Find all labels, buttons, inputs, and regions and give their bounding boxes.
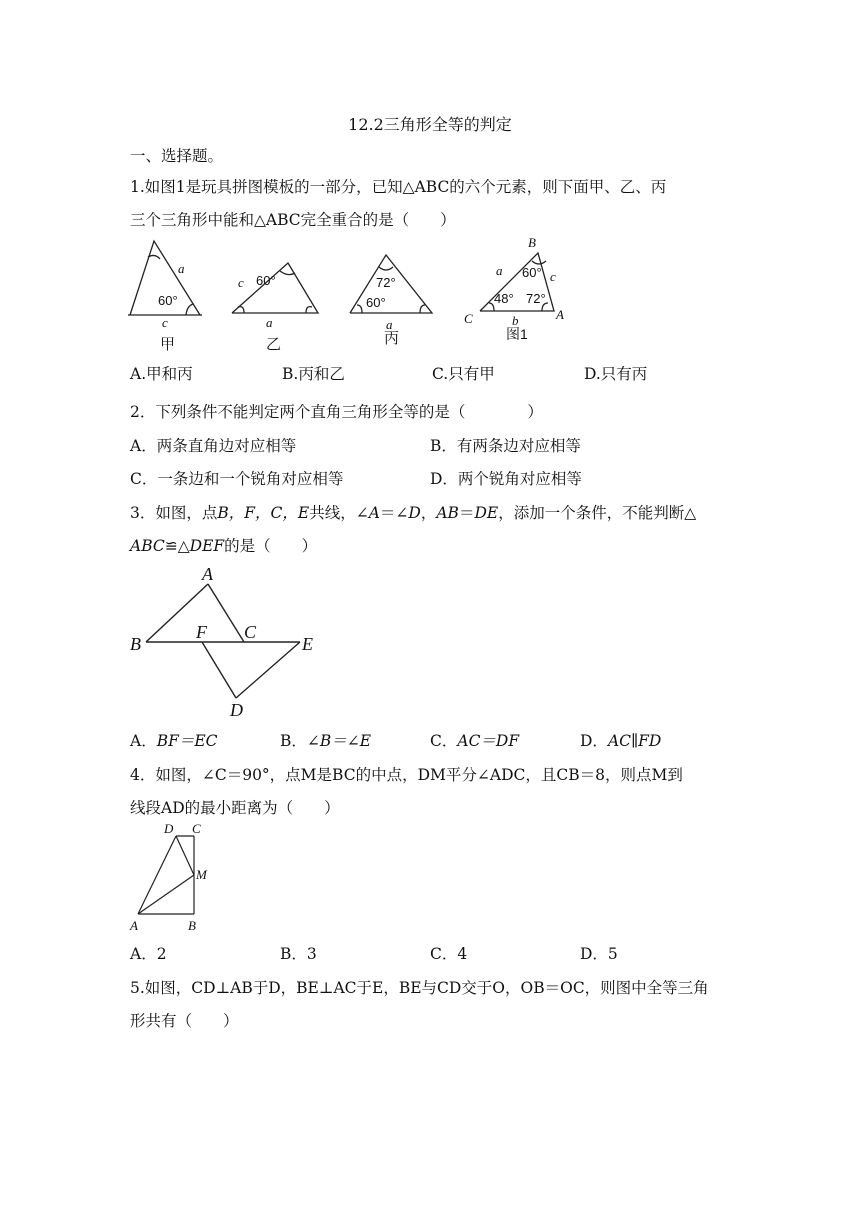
fig1-side-c: c [550, 269, 556, 284]
fig1-angle-A: 72° [526, 291, 546, 306]
q3-option-b[interactable]: B．∠B＝∠E [280, 732, 372, 750]
q3-label-D: D [230, 700, 243, 720]
page-title: 12.2三角形全等的判定 [348, 115, 512, 134]
q2-option-a[interactable]: A．两条直角边对应相等 [130, 437, 297, 455]
q3-option-a[interactable]: A．BF＝EC [130, 732, 218, 750]
q3-stem-line1: 3．如图，点B，F，C，E共线，∠A＝∠D，AB＝DE，添加一个条件，不能判断△ [130, 504, 697, 522]
q3-label-F: F [196, 622, 207, 642]
jia-side-c: c [162, 315, 168, 330]
q3-label-A: A [202, 564, 213, 584]
bing-angle1: 72° [376, 275, 396, 290]
yi-side-a: a [266, 315, 273, 330]
q4-option-d[interactable]: D．5 [580, 945, 618, 963]
q3-option-d[interactable]: D．AC∥FD [580, 732, 662, 750]
q4-option-c[interactable]: C．4 [430, 945, 468, 963]
q2-option-b[interactable]: B．有两条边对应相等 [430, 437, 581, 455]
fig1-angle-C: 48° [494, 291, 514, 306]
q5-stem-line2: 形共有（ ） [130, 1012, 239, 1030]
bing-side-a: a [386, 317, 393, 332]
q3-label-B: B [130, 634, 141, 654]
fig1-label-C: C [464, 311, 473, 326]
q1-stem-line2: 三个三角形中能和△ABC完全重合的是（ ） [130, 211, 456, 229]
q1-option-d[interactable]: D.只有丙 [584, 365, 648, 383]
q4-label-D: D [164, 821, 174, 836]
fig1-caption: 图1 [506, 326, 528, 342]
q4-label-C: C [192, 821, 201, 836]
fig1-angle-B: 60° [522, 265, 542, 280]
bing-caption: 丙 [384, 330, 400, 347]
jia-caption: 甲 [160, 336, 176, 353]
yi-caption: 乙 [266, 336, 282, 353]
q1-figures [120, 235, 720, 355]
q1-option-c[interactable]: C.只有甲 [432, 365, 495, 383]
q4-option-a[interactable]: A．2 [130, 945, 167, 963]
q1-option-b[interactable]: B.丙和乙 [282, 365, 345, 383]
q3-label-E: E [302, 634, 313, 654]
bing-angle2: 60° [366, 295, 386, 310]
q4-label-A: A [130, 918, 138, 933]
fig1-side-a: a [496, 263, 503, 278]
q3-figure [120, 562, 340, 722]
q3-option-c[interactable]: C．AC＝DF [430, 732, 520, 750]
yi-side-c: c [238, 275, 244, 290]
fig1-label-B: B [528, 235, 536, 250]
q1-option-a[interactable]: A.甲和丙 [130, 365, 193, 383]
yi-triangle [232, 263, 318, 313]
q2-stem: 2．下列条件不能判定两个直角三角形全等的是（ ） [130, 403, 543, 421]
q4-figure [126, 820, 236, 940]
q5-stem-line1: 5.如图，CD⊥AB于D，BE⊥AC于E，BE与CD交于O，OB＝OC，则图中全等三角 [130, 979, 709, 997]
q4-label-B: B [188, 918, 196, 933]
jia-side-a: a [178, 261, 185, 276]
q3-stem-line2: ABC≌△DEF的是（ ） [130, 537, 318, 555]
yi-angle: 60° [256, 273, 276, 288]
q2-option-d[interactable]: D．两个锐角对应相等 [430, 470, 582, 488]
q2-option-c[interactable]: C．一条边和一个锐角对应相等 [130, 470, 344, 488]
q3-label-C: C [244, 622, 257, 642]
q4-stem-line1: 4．如图，∠C＝90°，点M是BC的中点，DM平分∠ADC，且CB＝8，则点M到 [130, 766, 683, 784]
q4-stem-line2: 线段AD的最小距离为（ ） [130, 799, 340, 817]
jia-angle: 60° [158, 293, 178, 308]
q4-option-b[interactable]: B．3 [280, 945, 317, 963]
fig1-label-A: A [556, 307, 564, 322]
q4-label-M: M [196, 867, 207, 882]
fig1-side-b: b [512, 313, 519, 328]
q1-stem-line1: 1.如图1是玩具拼图模板的一部分，已知△ABC的六个元素，则下面甲、乙、丙 [130, 178, 667, 196]
section-heading: 一、选择题。 [130, 147, 224, 165]
